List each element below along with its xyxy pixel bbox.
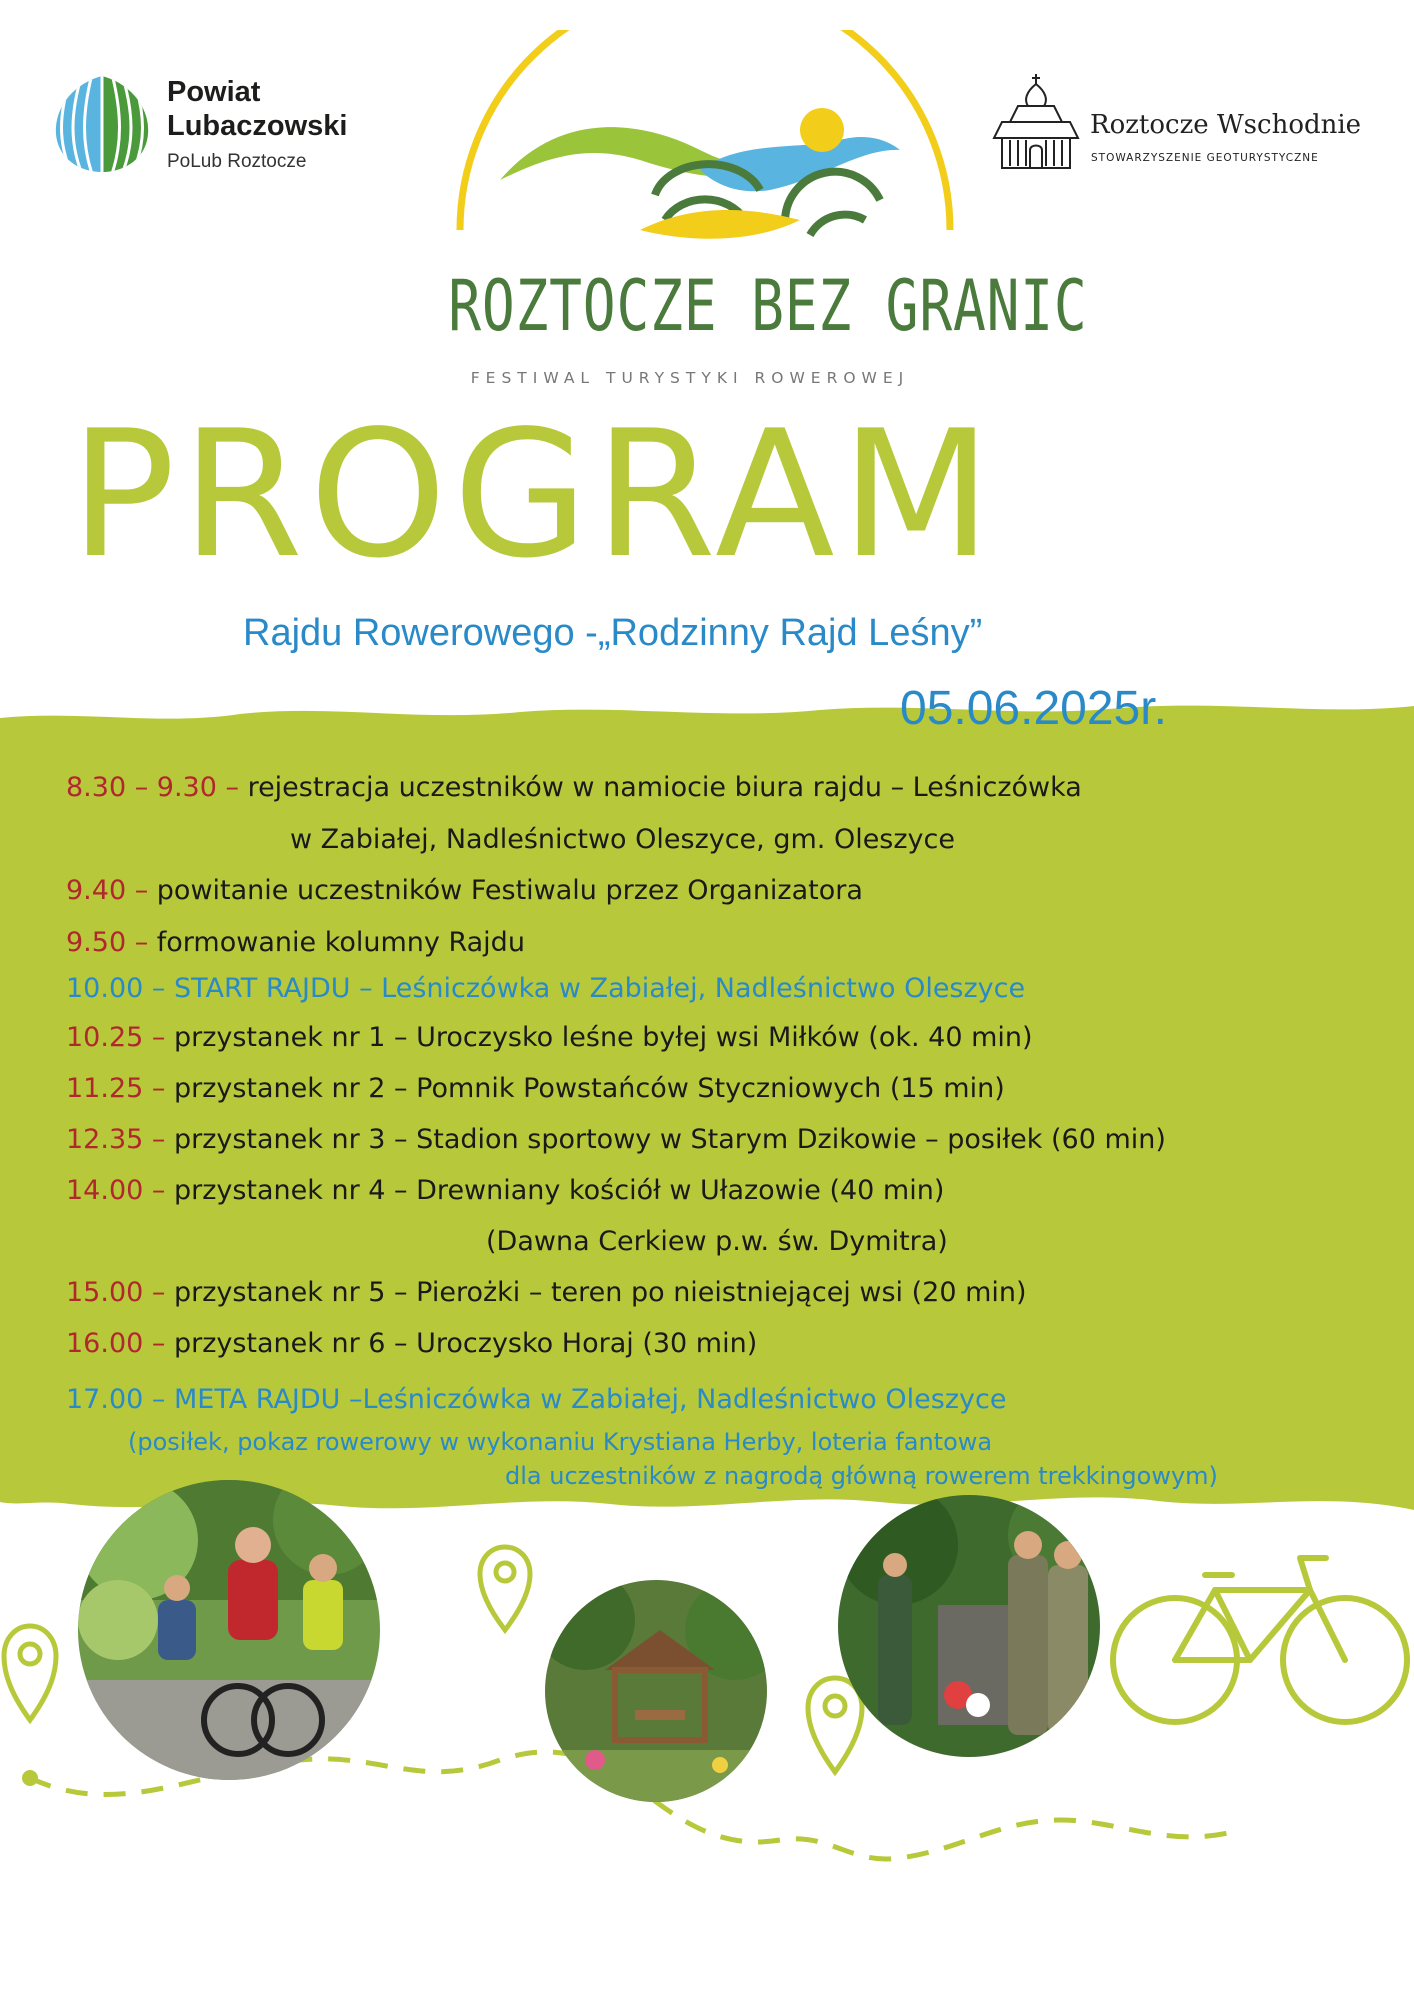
- schedule-text: przystanek nr 2 – Pomnik Powstańców Styczniowych (15 min): [165, 1073, 1005, 1104]
- schedule-time: 17.00 –: [66, 1384, 166, 1415]
- schedule-time: 12.35 –: [66, 1124, 166, 1155]
- wooden-church-icon: [988, 70, 1084, 176]
- schedule-time: 10.00 –: [66, 973, 166, 1004]
- event-date: 05.06.2025r.: [900, 682, 1167, 735]
- schedule-row-finish: [66, 1384, 1006, 1415]
- festival-emblem: [440, 30, 970, 270]
- map-pin-icon: [4, 1626, 56, 1720]
- schedule-text: META RAJDU –Leśniczówka w Zabiałej, Nadleśnictwo Oleszyce: [165, 1384, 1007, 1415]
- schedule-row: [66, 1022, 1033, 1053]
- map-pin-icon: [480, 1547, 530, 1630]
- schedule-text: przystanek nr 5 – Pierożki – teren po nieistniejącej wsi (20 min): [165, 1277, 1027, 1308]
- photo-gazebo: [545, 1580, 767, 1802]
- schedule-row: [66, 1073, 1005, 1104]
- logo-left-line1: Powiat: [167, 76, 261, 108]
- photo-cyclists: [78, 1480, 380, 1780]
- schedule-time: 16.00 –: [66, 1328, 166, 1359]
- schedule-row: [486, 1226, 948, 1257]
- schedule-time: 10.25 –: [66, 1022, 166, 1053]
- festival-title: ROZTOCZE BEZ GRANIC: [448, 265, 1088, 347]
- schedule-time: 11.25 –: [66, 1073, 166, 1104]
- powiat-lubaczowski-logo: [52, 70, 372, 180]
- program-heading: PROGRAM: [70, 394, 998, 597]
- finish-note-line2: dla uczestników z nagrodą główną rowerem trekkingowym): [505, 1462, 1218, 1490]
- finish-note-line1: (posiłek, pokaz rowerowy w wykonaniu Krystiana Herby, loteria fantowa: [128, 1428, 993, 1456]
- schedule-row: [66, 875, 863, 906]
- logo-right-line1: Roztocze Wschodnie: [1090, 110, 1362, 140]
- schedule-row: [66, 1124, 1166, 1155]
- rally-title: Rajdu Rowerowego -„Rodzinny Rajd Leśny”: [243, 612, 983, 654]
- schedule-text: (Dawna Cerkiew p.w. św. Dymitra): [486, 1226, 948, 1257]
- logo-left-sub: PoLub Roztocze: [167, 151, 307, 172]
- schedule-text: przystanek nr 4 – Drewniany kościół w Ułazowie (40 min): [165, 1175, 945, 1206]
- photo-scouts-ceremony: [838, 1495, 1100, 1757]
- map-pin-icon: [808, 1678, 862, 1772]
- schedule-text: przystanek nr 3 – Stadion sportowy w Starym Dzikowie – posiłek (60 min): [165, 1124, 1166, 1155]
- schedule-row-start: [66, 973, 1025, 1004]
- schedule-row: [66, 927, 525, 958]
- striped-leaf-icon: [52, 74, 152, 174]
- schedule-text: START RAJDU – Leśniczówka w Zabiałej, Nadleśnictwo Oleszyce: [165, 973, 1026, 1004]
- schedule-row: [66, 1277, 1027, 1308]
- schedule-text: powitanie uczestników Festiwalu przez Organizatora: [148, 875, 863, 906]
- schedule-text: rejestracja uczestników w namiocie biura rajdu – Leśniczówka: [238, 772, 1082, 803]
- roztocze-wschodnie-logo: [988, 68, 1368, 178]
- logo-right-line2: STOWARZYSZENIE GEOTURYSTYCZNE: [1091, 152, 1319, 164]
- schedule-time: 8.30 – 9.30 –: [66, 772, 239, 803]
- schedule-time: 9.50 –: [66, 927, 149, 958]
- schedule-text: w Zabiałej, Nadleśnictwo Oleszyce, gm. Oleszyce: [290, 824, 955, 855]
- schedule-row: [66, 772, 1082, 803]
- logo-left-line2: Lubaczowski: [167, 110, 348, 142]
- schedule-time: 14.00 –: [66, 1175, 166, 1206]
- schedule-time: 15.00 –: [66, 1277, 166, 1308]
- schedule-text: przystanek nr 6 – Uroczysko Horaj (30 min): [165, 1328, 758, 1359]
- schedule-time: 9.40 –: [66, 875, 149, 906]
- festival-subtitle: FESTIWAL TURYSTYKI ROWEROWEJ: [470, 369, 910, 387]
- schedule-row: [66, 1328, 757, 1359]
- bicycle-icon: [1113, 1558, 1407, 1722]
- schedule-row: [290, 824, 955, 855]
- schedule-text: przystanek nr 1 – Uroczysko leśne byłej wsi Miłków (ok. 40 min): [165, 1022, 1033, 1053]
- schedule-row: [66, 1175, 944, 1206]
- schedule-text: formowanie kolumny Rajdu: [148, 927, 525, 958]
